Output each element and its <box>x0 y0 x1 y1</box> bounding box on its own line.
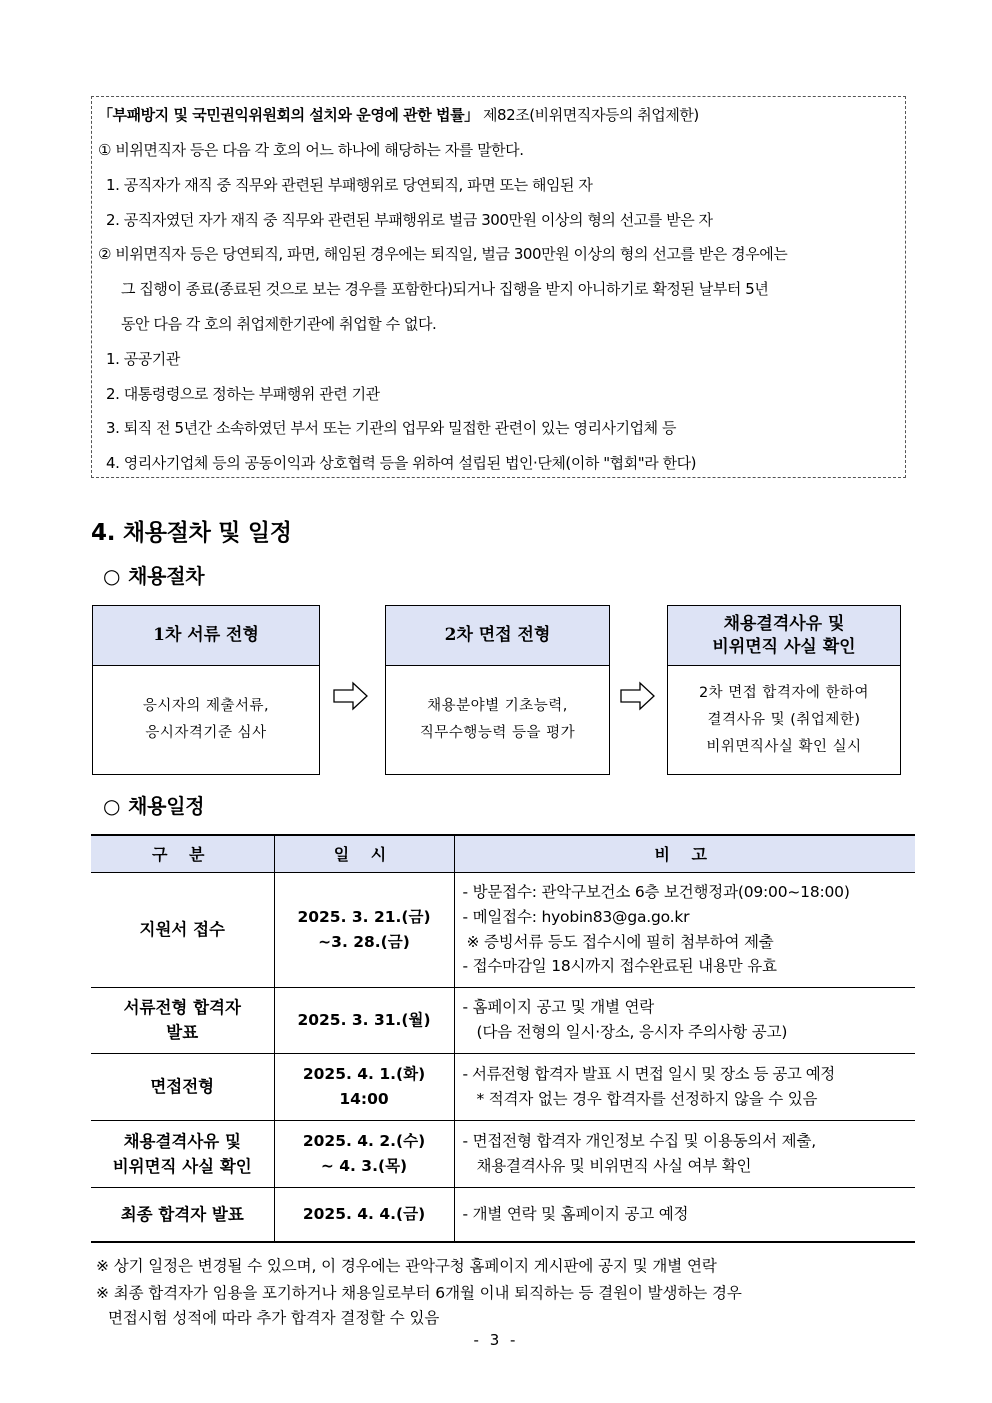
table-row <box>91 1187 915 1242</box>
process-step-body: 2차 면접 합격자에 한하여 결격사유 및 (취업제한) 비위면직사실 확인 실시 <box>698 684 870 755</box>
category-cell: 서류전형 합격자 발표 <box>91 987 274 1053</box>
process-step-head: 1차 서류 전형 <box>93 606 319 666</box>
process-step-body: 응시자의 제출서류, 응시자격기준 심사 <box>142 698 270 741</box>
header-category: 구 분 <box>91 835 274 872</box>
date-cell: 2025. 4. 1.(화) 14:00 <box>274 1053 454 1120</box>
header-date: 일 시 <box>274 835 454 872</box>
notes-cell: - 개별 연락 및 홈페이지 공고 예정 <box>454 1187 915 1242</box>
arrow-right-icon <box>333 681 369 711</box>
category-cell: 지원서 접수 <box>91 872 274 987</box>
law-line: ① 비위면직자 등은 다음 각 호의 어느 하나에 해당하는 자를 말한다. <box>98 141 524 159</box>
table-row <box>91 872 915 987</box>
law-title: 「부패방지 및 국민권익위원회의 설치와 운영에 관한 법률」 제82조(비위면직자등의 취업제한) <box>98 106 699 124</box>
table-row <box>91 1120 915 1187</box>
footnote: ※ 상기 일정은 변경될 수 있으며, 이 경우에는 관악구청 홈페이지 게시판에 공지 및 개별 연락 <box>96 1257 717 1275</box>
footnote: ※ 최종 합격자가 임용을 포기하거나 채용일로부터 6개월 이내 퇴직하는 등 결원이 발생하는 경우 <box>96 1284 742 1302</box>
date-cell: 2025. 3. 31.(월) <box>274 987 454 1053</box>
law-line: 동안 다음 각 호의 취업제한기관에 취업할 수 없다. <box>121 314 437 333</box>
law-line: 2. 공직자였던 자가 재직 중 직무와 관련된 부패행위로 벌금 300만원 이상의 형의 선고를 받은 자 <box>106 210 713 229</box>
section-title: 4. 채용절차 및 일정 <box>91 520 292 546</box>
notes-cell: - 홈페이지 공고 및 개별 연락 (다음 전형의 일시·장소, 응시자 주의사항 공고) <box>454 987 915 1053</box>
process-step-1 <box>92 605 320 775</box>
law-excerpt-box <box>91 96 906 478</box>
table-header-row <box>91 835 915 872</box>
circle-bullet: ○ <box>103 564 121 588</box>
law-line: ② 비위면직자 등은 당연퇴직, 파면, 해임된 경우에는 퇴직일, 벌금 300만원 이상의 형의 선고를 받은 경우에는 <box>98 245 788 264</box>
schedule-table <box>91 834 915 1243</box>
law-line: 4. 영리사기업체 등의 공동이익과 상호협력 등을 위하여 설립된 법인·단체(이하 "협회"라 한다) <box>106 454 697 473</box>
category-cell: 면접전형 <box>91 1053 274 1120</box>
date-cell: 2025. 4. 4.(금) <box>274 1187 454 1242</box>
notes-cell: - 방문접수: 관악구보건소 6층 보건행정과(09:00~18:00) - 메일접수: hyobin83@ga.go.kr ※ 증빙서류 등도 접수시에 필히 첨부하여 제출 - 접수마감일 18시까지 접수완료된 내용만 유효 <box>454 872 915 987</box>
law-line: 3. 퇴직 전 5년간 소속하였던 부서 또는 기관의 업무와 밀접한 관련이 있는 영리사기업체 등 <box>106 419 677 438</box>
notes-cell: - 면접전형 합격자 개인정보 수집 및 이용동의서 제출, 채용결격사유 및 비위면직 사실 여부 확인 <box>454 1120 915 1187</box>
date-cell: 2025. 3. 21.(금) ~3. 28.(금) <box>274 872 454 987</box>
schedule-subtitle: ○ 채용일정 <box>103 794 205 818</box>
table-row <box>91 987 915 1053</box>
arrow-right-icon <box>620 681 656 711</box>
circle-bullet: ○ <box>103 794 121 818</box>
procedure-subtitle: ○ 채용절차 <box>103 564 205 588</box>
process-step-head: 채용결격사유 및 비위면직 사실 확인 <box>668 606 900 666</box>
footnote: 면접시험 성적에 따라 추가 합격자 결정할 수 있음 <box>108 1309 440 1327</box>
process-step-2 <box>385 605 610 775</box>
notes-cell: - 서류전형 합격자 발표 시 면접 일시 및 장소 등 공고 예정 * 적격자 없는 경우 합격자를 선정하지 않을 수 있음 <box>454 1053 915 1120</box>
header-notes: 비 고 <box>454 835 915 872</box>
process-step-3 <box>667 605 901 775</box>
date-cell: 2025. 4. 2.(수) ~ 4. 3.(목) <box>274 1120 454 1187</box>
law-line: 그 집행이 종료(종료된 것으로 보는 경우를 포함한다)되거나 집행을 받지 아니하기로 확정된 날부터 5년 <box>121 280 769 299</box>
process-step-body: 채용분야별 기초능력, 직무수행능력 등을 평가 <box>419 698 576 741</box>
law-line: 2. 대통령령으로 정하는 부패행위 관련 기관 <box>106 384 380 403</box>
category-cell: 최종 합격자 발표 <box>91 1187 274 1242</box>
law-line: 1. 공직자가 재직 중 직무와 관련된 부패행위로 당연퇴직, 파면 또는 해임된 자 <box>106 175 593 194</box>
process-step-head: 2차 면접 전형 <box>386 606 609 666</box>
category-cell: 채용결격사유 및 비위면직 사실 확인 <box>91 1120 274 1187</box>
table-row <box>91 1053 915 1120</box>
page-number: - 3 - <box>473 1331 519 1349</box>
law-line: 1. 공공기관 <box>106 349 180 368</box>
